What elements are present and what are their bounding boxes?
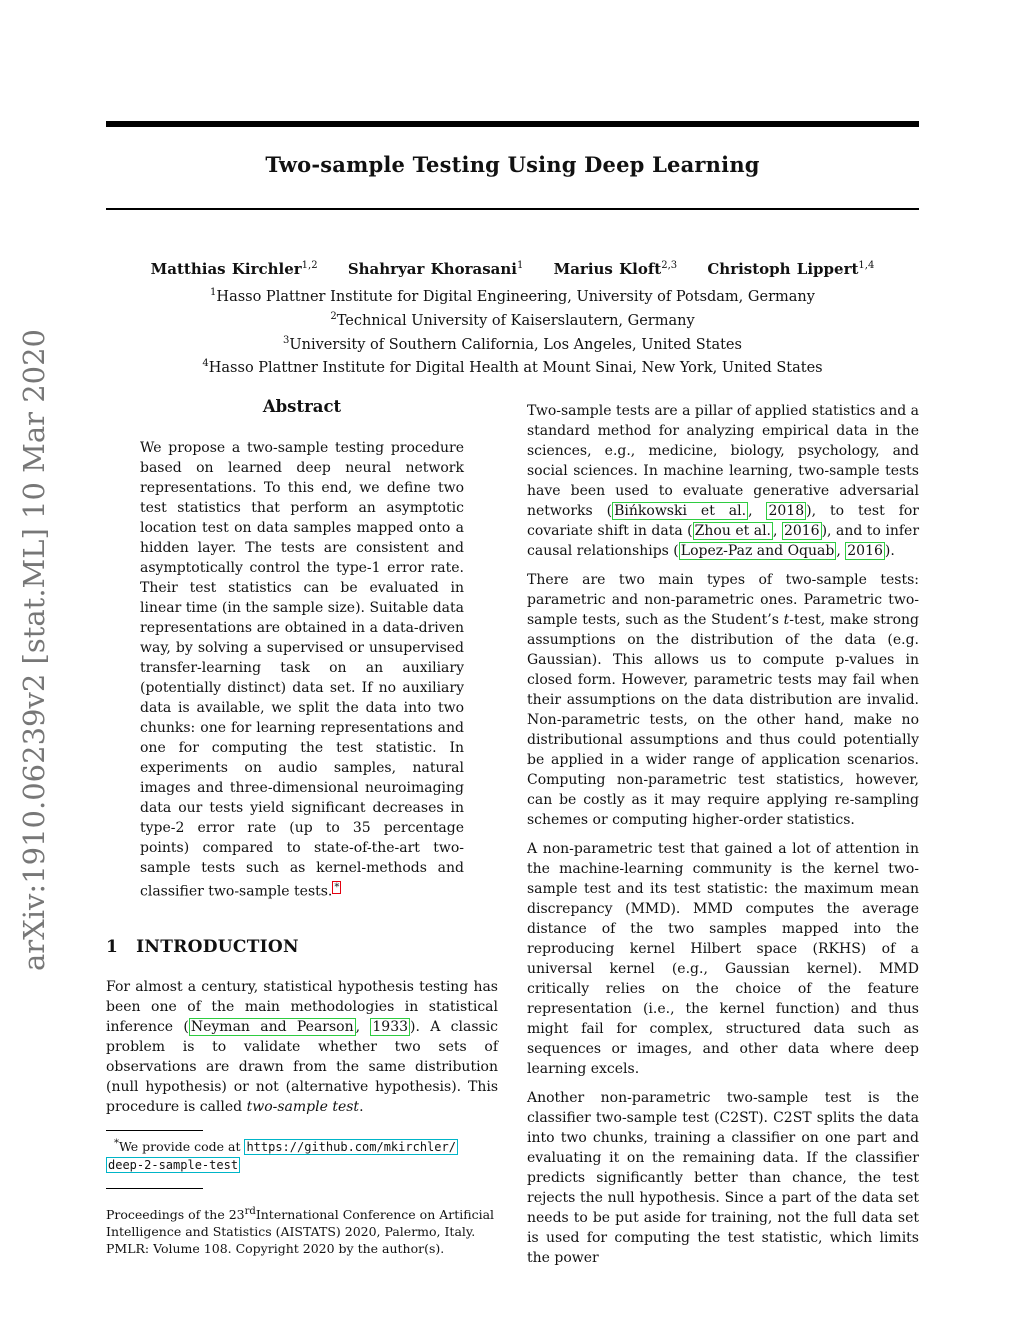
footnote: *We provide code at https://github.com/mkirchler/ deep-2-sample-test [108, 1137, 456, 1172]
body-paragraph: Two-sample tests are a pillar of applied statistics and a standard method for analyzing empirical data in the sciences, e.g., medicine, biology, psychology, and social sciences. In machine learning, two-sample tests have been used to evaluate generative adversarial networks ( Bińkowski et al. , 2018 ), to test for covariate shift in data ( Zhou et al. , 2016 ), and to infer causal relationships ( Lopez-Paz and Oquab , 2016 ). [527, 403, 920, 559]
body-paragraph: Another non-parametric two-sample test is the classifier two-sample test (C2ST). C2ST splits the data into two chunks, training a classifier on one part and evaluating it on the remaining data. If the classifier predicts significantly better than chance, the test rejects the null hypothesis. Since a part of the data set needs to be put aside for training, not the full data set is used for computing the test statistic, which limits the power [527, 1090, 919, 1266]
section-number: 1 [106, 936, 119, 957]
footnote-rule [106, 1130, 203, 1131]
abstract-heading: Abstract [262, 397, 342, 416]
proceedings-rule [106, 1188, 203, 1189]
citation-year-link[interactable]: 2018 [768, 503, 805, 519]
arxiv-identifier[interactable]: arXiv:1910.06239v2 [stat.ML] 10 Mar 2020 [17, 328, 52, 972]
code-url-link-continued[interactable]: deep-2-sample-test [108, 1157, 239, 1172]
paper-title: Two-sample Testing Using Deep Learning [265, 152, 760, 177]
code-url-link[interactable]: https://github.com/mkirchler/ [246, 1139, 456, 1154]
title-top-rule [106, 121, 919, 127]
right-column [527, 401, 919, 1277]
citation-link[interactable]: Bińkowski et al. [614, 503, 747, 519]
citation-year-link[interactable]: 2016 [847, 543, 883, 559]
author: Shahryar Khorasani$^1$ [347, 260, 524, 278]
abstract-text: We propose a two-sample testing procedure based on learned deep neural network representations. To this end, we define two test statistics that perform an asymptotic location test on data samples mapped onto a hidden layer. The tests are consistent and asymptotically control the type-1 error rate. Their test statistics can be evaluated in linear time (in the sample size). Suitable data representations are obtained in a data-driven way, by solving a supervised or unsupervised transfer-learning task on an auxiliary (potentially distinct) data set. If no auxiliary data is available, we split the data into two chunks: one for learning representations and one for computing the test statistic. In experiments on audio samples, natural images and three-dimensional neuroimaging data our tests yield significant decreases in type-2 error rate (up to 35 percentage points) compared to state-of-the-art two-sample tests such as kernel-methods and classifier two-sample tests. [140, 440, 464, 900]
author: Matthias Kirchler$^{1,2}$ [150, 260, 318, 278]
intro-paragraph: For almost a century, statistical hypothesis testing has been one of the main methodologies in statistical inference ( Neyman and Pearson , 1933 ). A classic problem is to validate whether two sets of observations are drawn from the same distribution (null hypothesis) or not (alternative hypothesis). This procedure is called two-sample test. [106, 978, 499, 1115]
citation-link[interactable]: Lopez-Paz and Oquab [680, 543, 835, 559]
left-column [106, 397, 498, 1257]
citation-link[interactable]: Zhou et al. [694, 523, 771, 539]
footnote-link[interactable]: * [334, 882, 340, 893]
section-heading-introduction [106, 937, 498, 957]
affiliation: $^4$Hasso Plattner Institute for Digital Health at Mount Sinai, New York, United States [202, 358, 823, 377]
title-bottom-rule [106, 208, 919, 210]
arxiv-sidebar [10, 328, 58, 972]
citation-link[interactable]: Neyman and Pearson [190, 1018, 354, 1035]
body-paragraph: There are two main types of two-sample tests: parametric and non-parametric ones. Parametric two-sample tests, such as the Student’s t-test, make strong assumptions on the distribution of the data (e.g. Gaussian). This allows us to compute p-values in closed form. However, parametric tests may fail when their assumptions on the data distribution are invalid. Non-parametric tests, on the other hand, make no distributional assumptions and thus could potentially be applied in a wider range of application scenarios. Computing non-parametric test statistics, however, can be costly as it may require applying re-sampling schemes or computing higher-order statistics. [527, 572, 919, 828]
body-paragraph: A non-parametric test that gained a lot of attention in the machine-learning community is the kernel two-sample test and its test statistic: the maximum mean discrepancy (MMD). MMD computes the average distance of the two samples mapped into the reproducing kernel Hilbert space (RKHS) of a universal kernel (e.g., Gaussian kernel). MMD critically relies on the choice of the feature representation (i.e., the kernel function) and thus might fail for complex, structured data such as sequences or images, and other data where deep learning excels. [527, 841, 919, 1077]
affiliation: $^1$Hasso Plattner Institute for Digital Engineering, University of Potsdam, Germany [210, 287, 815, 305]
affiliation: $^3$University of Southern California, Los Angeles, United States [283, 334, 742, 353]
section-title: INTRODUCTION [136, 936, 299, 957]
author: Marius Kloft$^{2,3}$ [553, 260, 678, 278]
affiliation: $^2$Technical University of Kaiserslautern, Germany [330, 310, 695, 329]
abstract-body [140, 438, 464, 902]
affiliation-list [106, 283, 919, 378]
proceedings-note: Proceedings of the 23rdInternational Conference on Artificial Intelligence and Statistics (AISTATS) 2020, Palermo, Italy. PMLR: Volume 108. Copyright 2020 by the author(s). [106, 1205, 495, 1256]
citation-year-link[interactable]: 2016 [783, 523, 820, 539]
author-list [106, 260, 919, 278]
citation-year-link[interactable]: 1933 [372, 1018, 409, 1035]
author: Christoph Lippert$^{1,4}$ [707, 260, 875, 278]
